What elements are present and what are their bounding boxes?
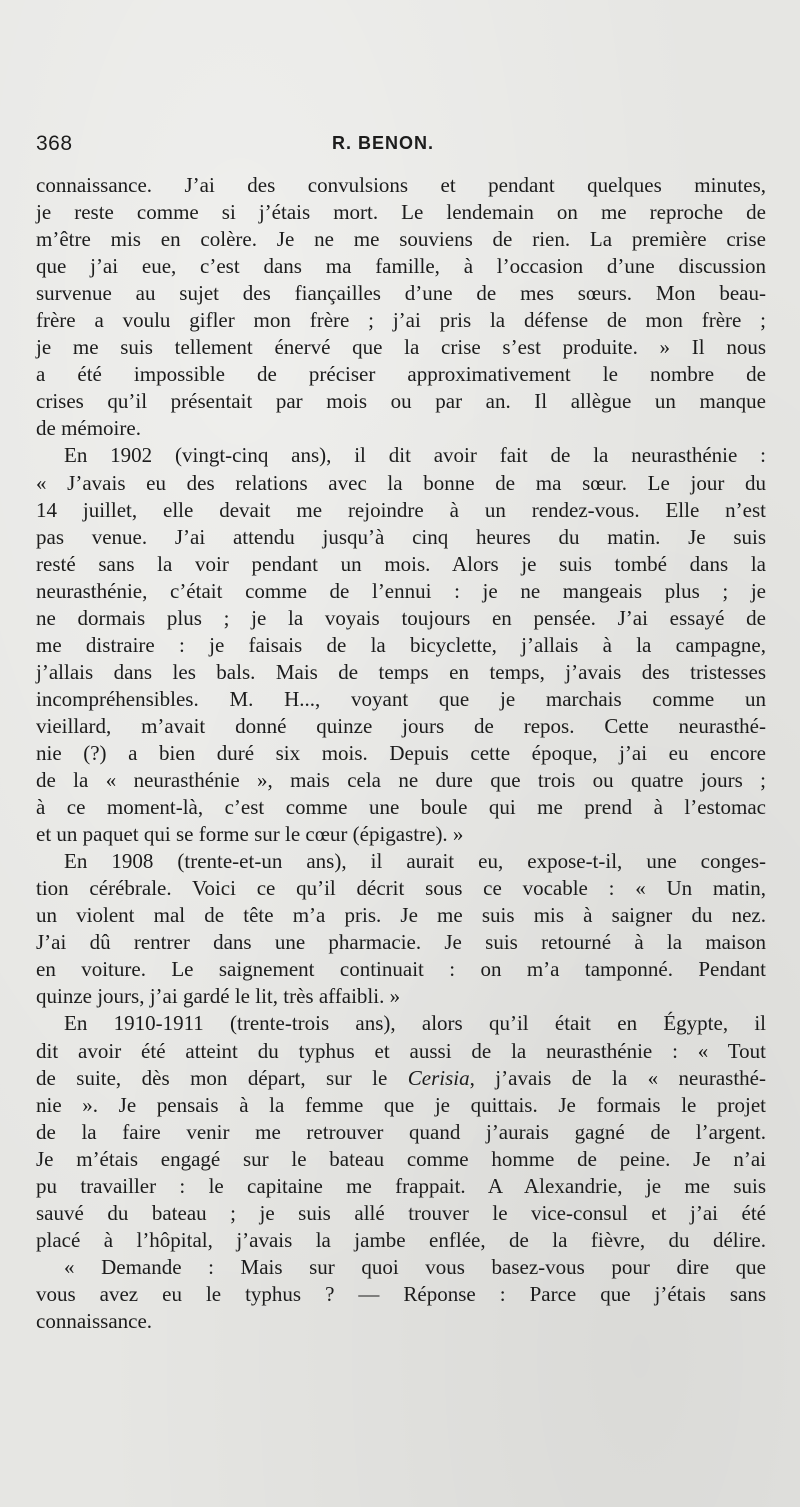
text-line: un violent mal de tête m’a pris. Je me suis mis à saigner du nez. <box>36 903 766 928</box>
text-line: sauvé du bateau ; je suis allé trouver le vice-consul et j’ai été <box>36 1200 766 1225</box>
text-line: je me suis tellement énervé que la crise s’est produite. » Il nous <box>36 335 766 360</box>
text-line: neurasthénie, c’était comme de l’ennui : je ne mangeais plus ; je <box>36 578 766 603</box>
text-line: nie ». Je pensais à la femme que je quittais. Je formais le projet <box>36 1092 766 1117</box>
text-line: dit avoir été atteint du typhus et aussi de la neurasthénie : « Tout <box>36 1038 766 1063</box>
text-line: Je m’étais engagé sur le bateau comme homme de peine. Je n’ai <box>36 1146 766 1171</box>
text-line: « Demande : Mais sur quoi vous basez-vous pour dire que <box>64 1254 766 1279</box>
text-line: de mémoire. <box>36 416 141 441</box>
text-line: connaissance. J’ai des convulsions et pendant quelques minutes, <box>36 173 766 197</box>
text-line: et un paquet qui se forme sur le cœur (épigastre). » <box>36 822 464 847</box>
text-line: frère a voulu gifler mon frère ; j’ai pris la défense de mon frère ; <box>36 308 766 333</box>
text-line: « J’avais eu des relations avec la bonne de ma sœur. Le jour du <box>36 470 766 495</box>
text-line: de la « neurasthénie », mais cela ne dure que trois ou quatre jours ; <box>36 768 766 793</box>
text-line: pas venue. J’ai attendu jusqu’à cinq heures du matin. Je suis <box>36 524 766 549</box>
text-line: survenue au sujet des fiançailles d’une de mes sœurs. Mon beau- <box>36 281 766 306</box>
text-line: tion cérébrale. Voici ce qu’il décrit sous ce vocable : « Un matin, <box>36 876 766 901</box>
text-line: En 1908 (trente-et-un ans), il aurait eu, expose-t-il, une conges- <box>64 849 766 874</box>
text-line: a été impossible de préciser approximativement le nombre de <box>36 362 766 387</box>
text-line: En 1910-1911 (trente-trois ans), alors qu’il était en Égypte, il <box>64 1011 766 1036</box>
text-line: me distraire : je faisais de la bicyclette, j’allais à la campagne, <box>36 632 766 657</box>
text-line: m’être mis en colère. Je ne me souviens de rien. La première crise <box>36 227 766 252</box>
text-line: vous avez eu le typhus ? — Réponse : Parce que j’étais sans <box>36 1281 766 1306</box>
text-line: nie (?) a bien duré six mois. Depuis cette époque, j’ai eu encore <box>36 740 766 765</box>
text-line: j’allais dans les bals. Mais de temps en temps, j’avais des tristesses <box>36 659 766 684</box>
text-line: resté sans la voir pendant un mois. Alors je suis tombé dans la <box>36 551 766 576</box>
text-line: crises qu’il présentait par mois ou par an. Il allègue un manque <box>36 389 766 414</box>
page-header <box>36 132 756 162</box>
text-line: en voiture. Le saignement continuait : on m’a tamponné. Pendant <box>36 957 766 982</box>
text-line: à ce moment-là, c’est comme une boule qui me prend à l’estomac <box>36 795 766 820</box>
text-line: placé à l’hôpital, j’avais la jambe enflée, de la fièvre, du délire. <box>36 1227 766 1252</box>
text-line: de suite, dès mon départ, sur le Cerisia, j’avais de la « neurasthé- <box>36 1065 766 1090</box>
body-text <box>36 172 766 1335</box>
text-line: ne dormais plus ; je la voyais toujours en pensée. J’ai essayé de <box>36 605 766 630</box>
text-line: quinze jours, j’ai gardé le lit, très affaibli. » <box>36 984 401 1009</box>
text-line: 14 juillet, elle devait me rejoindre à un rendez-vous. Elle n’est <box>36 497 766 522</box>
text-line: que j’ai eue, c’est dans ma famille, à l’occasion d’une discussion <box>36 254 766 279</box>
text-line: En 1902 (vingt-cinq ans), il dit avoir fait de la neurasthénie : <box>64 443 766 468</box>
page-number: 368 <box>36 132 73 155</box>
running-head: R. BENON. <box>332 133 435 153</box>
text-line: pu travailler : le capitaine me frappait. A Alexandrie, je me suis <box>36 1173 766 1198</box>
text-line: incompréhensibles. M. H..., voyant que je marchais comme un <box>36 686 766 711</box>
text-line: J’ai dû rentrer dans une pharmacie. Je suis retourné à la maison <box>36 930 766 955</box>
text-line: connaissance. <box>36 1308 153 1333</box>
text-line: vieillard, m’avait donné quinze jours de repos. Cette neurasthé- <box>36 713 766 738</box>
text-line: de la faire venir me retrouver quand j’aurais gagné de l’argent. <box>36 1119 766 1144</box>
text-line: je reste comme si j’étais mort. Le lendemain on me reproche de <box>36 200 766 225</box>
